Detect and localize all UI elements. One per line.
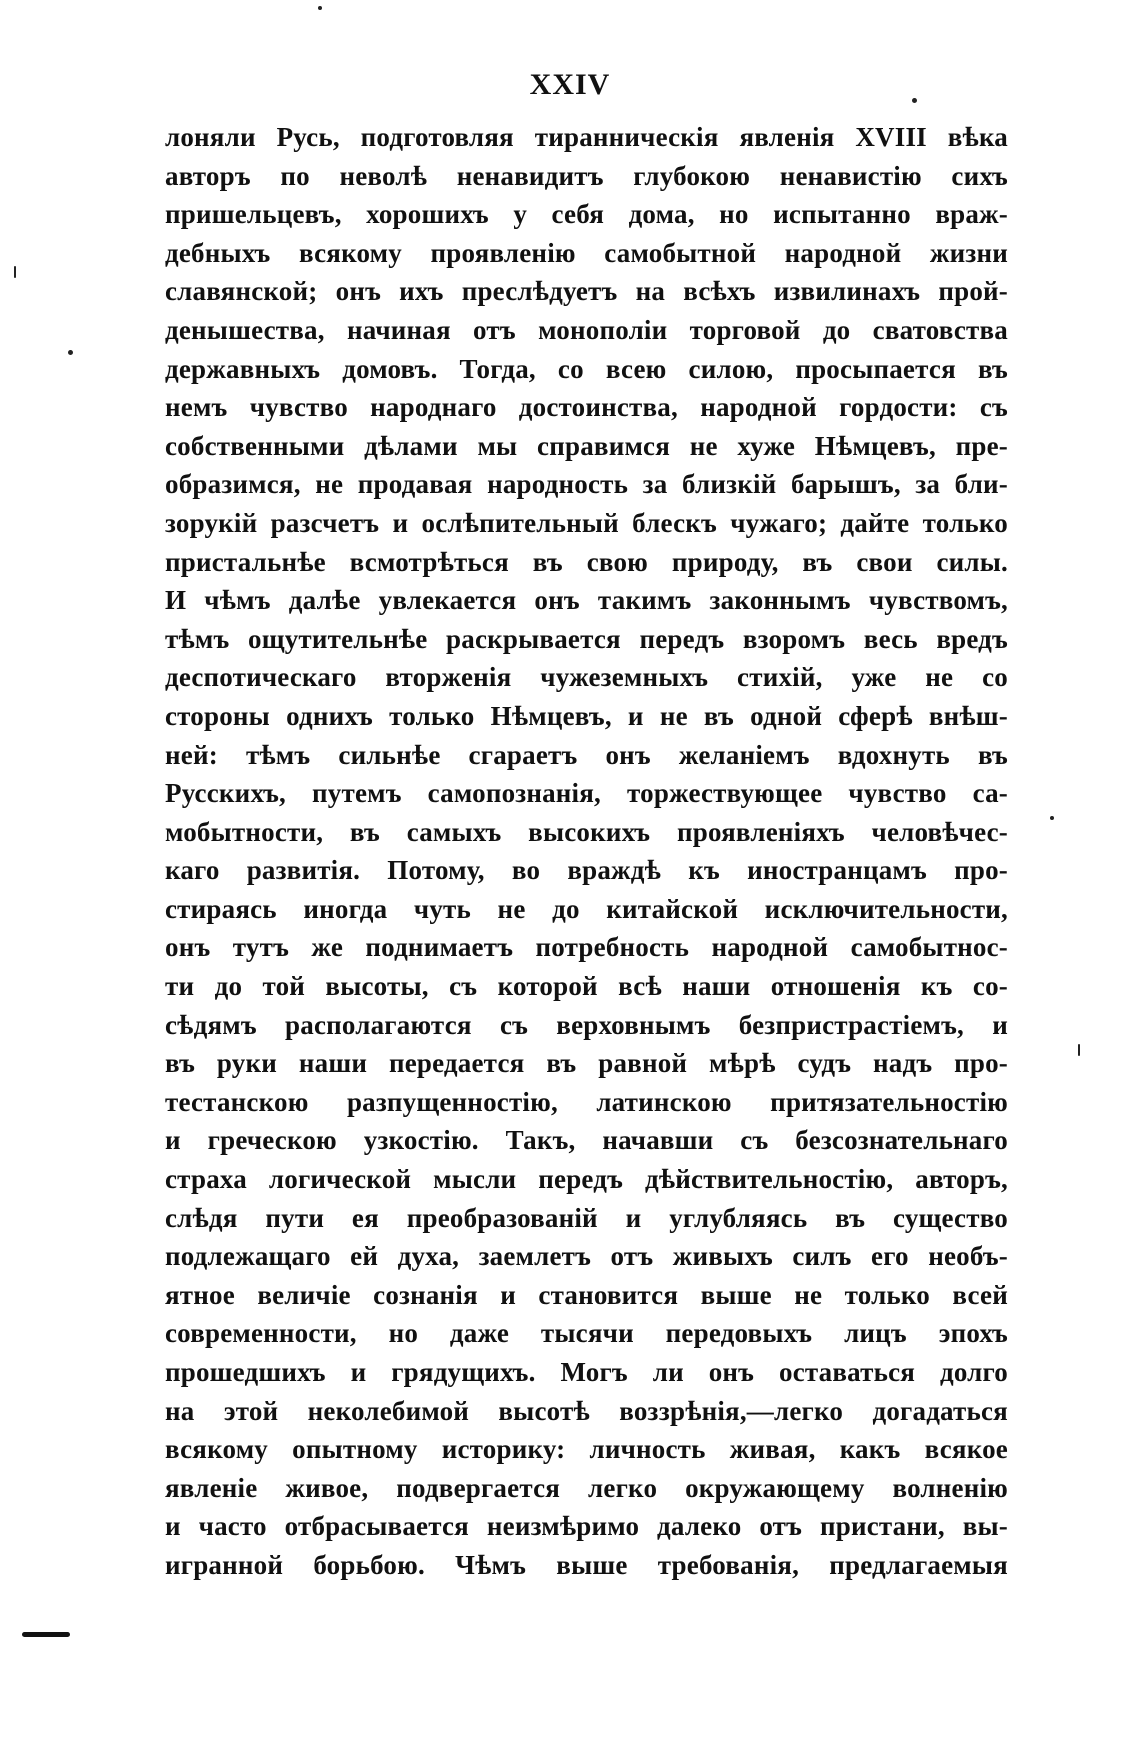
text-line: зорукій разсчетъ и ослѣпительный блескъ чужаго; дайте только	[165, 507, 1008, 538]
text-line: ней: тѣмъ сильнѣе сгараетъ онъ желаніемъ вдохнуть въ	[165, 739, 1008, 770]
scan-speck	[14, 266, 16, 278]
body-text	[165, 118, 1008, 1585]
text-line: немъ чувство народнаго достоинства, народной гордости: съ	[165, 392, 1008, 423]
text-line: всякому опытному историку: личность живая, какъ всякое	[165, 1434, 1008, 1465]
text-line: дебныхъ всякому проявленію самобытной народной жизни	[165, 237, 1008, 268]
scan-speck	[318, 6, 322, 10]
text-line: лоняли Русь, подготовляя тиранническія явленія XVIII вѣка	[165, 122, 1008, 152]
text-line: тѣмъ ощутительнѣе раскрывается передъ взоромъ весь вредъ	[165, 623, 1008, 654]
text-line: славянской; онъ ихъ преслѣдуетъ на всѣхъ извилинахъ прой-	[165, 276, 1008, 307]
text-line: И чѣмъ далѣе увлекается онъ такимъ законнымъ чувствомъ,	[165, 585, 1008, 616]
text-line: сѣдямъ располагаются съ верховнымъ безпристрастіемъ, и	[165, 1009, 1008, 1040]
scan-speck	[1050, 816, 1054, 820]
text-line: Русскихъ, путемъ самопознанія, торжествующее чувство са-	[165, 778, 1008, 809]
text-line: тестанскою разпущенностію, латинскою притязательностію	[165, 1086, 1008, 1117]
text-line: страха логической мысли передъ дѣйствительностію, авторъ,	[165, 1164, 1008, 1195]
text-line: прошедшихъ и грядущихъ. Могъ ли онъ оставаться долго	[165, 1357, 1008, 1387]
text-line: подлежащаго ей духа, заемлетъ отъ живыхъ силъ его необъ-	[165, 1241, 1008, 1272]
text-line: въ руки наши передается въ равной мѣрѣ судъ надъ про-	[165, 1048, 1008, 1079]
text-line: державныхъ домовъ. Тогда, со всею силою, просыпается въ	[165, 353, 1008, 384]
text-line: слѣдя пути ея преобразованій и углубляясь въ существо	[165, 1202, 1008, 1233]
text-line: онъ тутъ же поднимаетъ потребность народной самобытнос-	[165, 932, 1008, 963]
text-line: деспотическаго вторженія чужеземныхъ стихій, уже не со	[165, 662, 1008, 693]
text-line: денышества, начиная отъ монополіи торговой до сватовства	[165, 314, 1008, 345]
text-line: ятное величіе сознанія и становится выше не только всей	[165, 1279, 1008, 1310]
scan-speck	[912, 98, 917, 103]
text-line: ти до той высоты, съ которой всѣ наши отношенія къ со-	[165, 971, 1008, 1002]
text-line: мобытности, въ самыхъ высокихъ проявленіяхъ человѣчес-	[165, 816, 1008, 847]
text-line: пристальнѣе всмотрѣться въ свою природу, въ свои силы.	[165, 546, 1008, 577]
scan-speck	[68, 350, 73, 355]
scan-speck	[1078, 1044, 1080, 1056]
text-line: и греческою узкостію. Такъ, начавши съ безсознательнаго	[165, 1125, 1008, 1156]
text-line: каго развитія. Потому, во враждѣ къ иностранцамъ про-	[165, 855, 1008, 886]
page-number: XXIV	[529, 68, 611, 101]
text-line: образимся, не продавая народность за близкій барышъ, за бли-	[165, 469, 1008, 500]
text-line: стираясь иногда чуть не до китайской исключительности,	[165, 893, 1008, 924]
text-line: пришельцевъ, хорошихъ у себя дома, но испытанно враж-	[165, 199, 1008, 230]
scan-dash-mark	[22, 1632, 70, 1637]
text-line: современности, но даже тысячи передовыхъ лицъ эпохъ	[165, 1318, 1008, 1349]
text-line: собственными дѣлами мы справимся не хуже Нѣмцевъ, пре-	[165, 430, 1008, 461]
text-line: авторъ по неволѣ ненавидитъ глубокою ненавистію сихъ	[165, 160, 1008, 191]
text-line: игранной борьбою. Чѣмъ выше требованія, предлагаемыя	[165, 1549, 1008, 1580]
text-line: на этой неколебимой высотѣ воззрѣнія,—легко догадаться	[165, 1395, 1008, 1426]
text-line: явленіе живое, подвергается легко окружающему волненію	[165, 1472, 1008, 1503]
text-line: стороны однихъ только Нѣмцевъ, и не въ одной сферѣ внѣш-	[165, 700, 1008, 731]
text-line: и часто отбрасывается неизмѣримо далеко отъ пристани, вы-	[165, 1511, 1008, 1542]
